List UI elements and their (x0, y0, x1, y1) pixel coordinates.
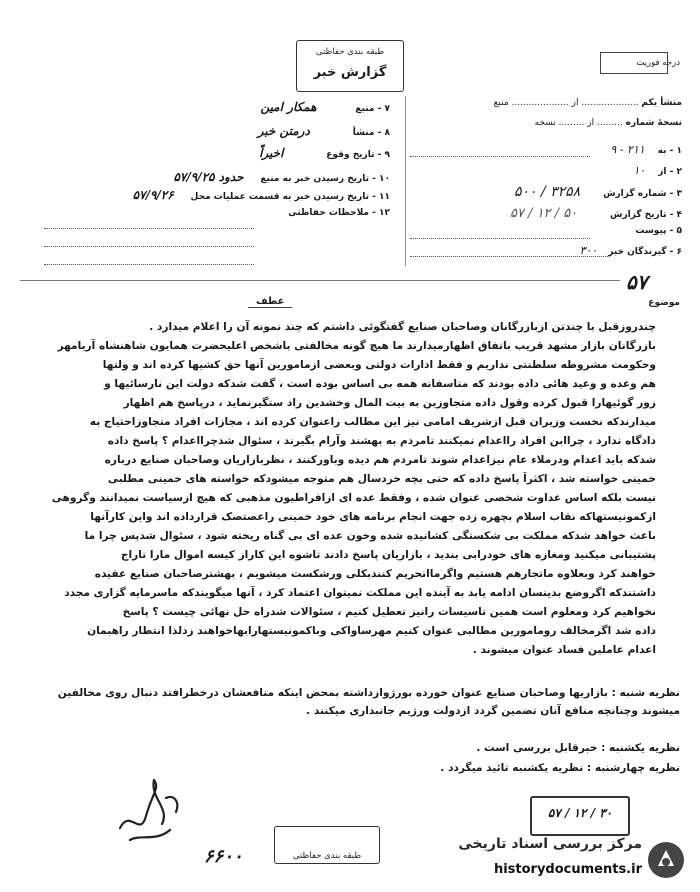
report-number-field (514, 184, 682, 200)
recipients-value: ۳۰۰ (579, 244, 598, 257)
received-stamp-text: ۳۰ / ۱۲ / ۵۷ (547, 806, 613, 820)
body-line: زور گوئیهارا قبول کرده وقول داده متجاوزین به بیت المال وخشدین راد ستگیرنماید ، درپاسخ هم اظهار (123, 397, 656, 409)
body-line: میدارندکه نخست وزیران قبل ازشریف امامی نیز این مطالب راعنوان کرده اند ، مجازات افراد متجاوزاحتیاج به (89, 416, 656, 428)
classification-label-bottom: طبقه بندی حفاظتی (292, 851, 362, 861)
report-title: گزارش خبر (313, 65, 387, 80)
dotted-line (44, 228, 254, 229)
opinion-wednesday (440, 762, 680, 774)
origin-label: منشأ یکم (641, 98, 682, 108)
body-line: باعث خواهد شدکه مملکت بی شکستگی کشانیده شده وخون عده ای بی گناه ریخته شود ، سئوال شدپس چرا ما (84, 530, 656, 542)
subject-label: موضوع (648, 298, 680, 308)
opinion-saturday-text: : بازاریها وصاحبان صنایع عنوان خورده بورژوازداشته بمحض اینکه منافعشان درخطرافتد دنبال روی مخالفین میشوند وچنانچه منافع آنان تضمین گردد ازدولت ورژیم جانبداری میکنند . (57, 687, 680, 717)
origin-point-value: درمتن خبر (257, 124, 310, 138)
occurrence-date-label: ۹ - تاریخ وقوع (326, 150, 390, 160)
security-notes-field (288, 208, 390, 218)
from-label: ۲ - از (658, 167, 682, 177)
dotted-line (44, 264, 254, 265)
column-divider (405, 96, 406, 266)
source-field (261, 100, 391, 114)
opinion-sunday-text: : خبرقابل بررسی است . (476, 742, 606, 754)
body-line: نخواهیم کرد ومعلوم است همین تاسیسات رانیز تعطیل کنیم ، سئوالات شدراه حل نهائی چیست ؟ پاسخ (122, 606, 656, 618)
attachment-field (635, 226, 682, 236)
dotted-line (410, 156, 590, 157)
to-value: ۲۱۱ - ۹ (610, 143, 645, 156)
source-value: همکار امین (260, 100, 317, 114)
recipients-label: ۶ - گیرندگان خبر (608, 247, 682, 257)
report-date-value: ۵۰ / ۱۲ / ۵۷ (509, 206, 578, 221)
attachment-label: ۵ - پیوست (635, 226, 682, 236)
opinion-sunday (476, 742, 680, 754)
classification-stamp-top (296, 40, 404, 92)
body-line: اعدام عاملین فساد عنوان میشوند . (472, 644, 656, 656)
priority-label: درجه فوریت (636, 58, 680, 68)
received-by-ops-value: ۵۷/۹/۲۶ (132, 188, 174, 202)
occurrence-date-field (259, 146, 390, 160)
received-by-source-field (173, 170, 390, 184)
origin-field (494, 98, 682, 108)
report-number-label: ۳ - شماره گزارش (603, 189, 682, 199)
copy-number-label: نسخهٔ شماره (625, 118, 682, 128)
body-line: چندروزقبل با چندتن ازبازرگانان وصاحبان صنایع گفتگوئی داشتم که چند نمونه آن را اعلام میدارد . (149, 321, 656, 333)
received-stamp (530, 796, 630, 836)
body-line: بازرگانان بازار مشهد قریب باتفاق اظهارمیدارند ما هیچ گونه مخالفتی باشخص اعلیحضرت همایون شاهنشاه آریامهر (57, 340, 656, 352)
dotted-line (410, 238, 590, 239)
body-line: دادگاه ندارد ، چراابن افراد رااعدام نمیکنند تامردم به بهشند وآرام بگیرند ، سئوال شدچرااعدام ؟ پاسخ داده (107, 435, 656, 447)
source-label: ۷ - منبع (355, 104, 390, 114)
copy-number-field (535, 118, 682, 128)
classification-label-top: طبقه بندی حفاظتی (315, 47, 385, 57)
watermark (446, 834, 686, 886)
origin-point-label: ۸ - منشأ (352, 128, 390, 138)
received-by-source-value: حدود ۵۷/۹/۲۵ (173, 170, 244, 184)
received-by-ops-field (133, 188, 390, 202)
body-line: داده شد اگرمخالف رومامورین مطالبی عنوان کنیم مهرساواکی وباکمونیستهارابهاخواهند زدلذا انتطار راهبمان (87, 625, 656, 637)
subject-heading: عطف (248, 296, 292, 308)
opinion-saturday-label: نظریه شنبه (619, 687, 680, 699)
body-line: نیست بلکه اساس عداوت شخصی عنوان شده ، وفقط عده ای ازافراطیون مذهبی که هیچ ازسیاست نمیدانند وگروهی (51, 492, 656, 504)
priority-box (600, 52, 668, 74)
body-line: شدکه باید اعدام ودرملاء عام نیزاعدام شوند تامردم هم دیده وباورکنند ، نظربازاریان وصاحبان صنایع درباره (104, 454, 656, 466)
opinion-wednesday-label: نظریه چهارشنبه (594, 762, 680, 774)
origin-extra: منبع (493, 98, 509, 108)
origin-point-field (258, 124, 390, 138)
body-line: هم وعده و وعید هائی داده بودند که متاسفانه همه بی اساس بوده است ، گفت شدکه دولت این نارسائیها و (104, 378, 656, 390)
body-line: ازکمونیستهاکه نقاب اسلام بچهره زده جهت انجام برنامه های خود خمینی راعصتصک قرارداده اند واین کارآنها (90, 511, 656, 523)
watermark-title: مرکز بررسی اسناد تاریخی (458, 836, 642, 852)
opinion-wednesday-text: : نظریه یکشنبه تائید میگردد . (440, 762, 592, 774)
watermark-url: historydocuments.ir (493, 862, 642, 877)
occurrence-date-value: اخیراً (259, 146, 284, 160)
to-field (610, 143, 682, 156)
handwritten-number: ۶۶۰۰ (204, 846, 243, 867)
from-field (634, 164, 682, 177)
to-label: ۱ - به (657, 146, 682, 156)
side-mark: ۵۷ (626, 270, 648, 294)
body-line: خمینی خواسته شد ، اکثراً پاسخ داده که حتی بچه خردسال هم متوجه میشودکه خواسته های خمینی مطلبی (107, 473, 656, 485)
archive-logo-icon (646, 840, 686, 880)
dotted-line (410, 256, 610, 257)
signature-icon (110, 768, 190, 848)
received-by-ops-label: ۱۱ - تاریخ رسیدن خبر به قسمت عملیات محل (190, 192, 390, 202)
dotted-line (44, 246, 254, 247)
received-by-source-label: ۱۰ - تاریخ رسیدن خبر به منبع (260, 174, 390, 184)
report-date-label: ۴ - تاریخ گزارش (610, 210, 682, 220)
body-line: خواهند کرد وبعلاوه ماتجارهم هستیم واگرمااتحریم کنندبکلی ورشکست میشویم ، بهشترصاحبان صنایع عقیده (94, 568, 656, 580)
header-separator (20, 280, 620, 281)
opinion-saturday (30, 684, 680, 720)
copy-number-value: ......... از ......... نسخه (534, 118, 623, 128)
classification-stamp-bottom (274, 826, 380, 864)
opinion-sunday-label: نظریه یکشنبه (609, 742, 680, 754)
from-value: ۱۰ (633, 164, 646, 177)
security-notes-label: ۱۲ - ملاحظات حفاظتی (288, 208, 390, 218)
report-date-field (510, 206, 682, 221)
body-line: پشتیبانی میکنید ومغازه های خودرابی بندید ، بازاریان پاسخ دادند تاشوه این کاراز کیسه اموال مارا تاراج (120, 549, 656, 561)
body-line: داشتندکه اگروضع بدینسان ادامه یابد به آینده این مملکت نمیتوان اعتماد کرد ، آنها میگویندکه ماسرمایه گزاری مجدد (64, 587, 656, 599)
body-line: وحکومت مشروطه سلطنتی نداریم و فقط ادارات دولتی وبعضی ازمامورین آنها حق کشیها کرده اند و ولتها (102, 359, 656, 371)
origin-value: .................... از .................... (511, 98, 639, 108)
report-number-value: ۳۲۵۸ / ۵۰۰ (513, 184, 581, 200)
